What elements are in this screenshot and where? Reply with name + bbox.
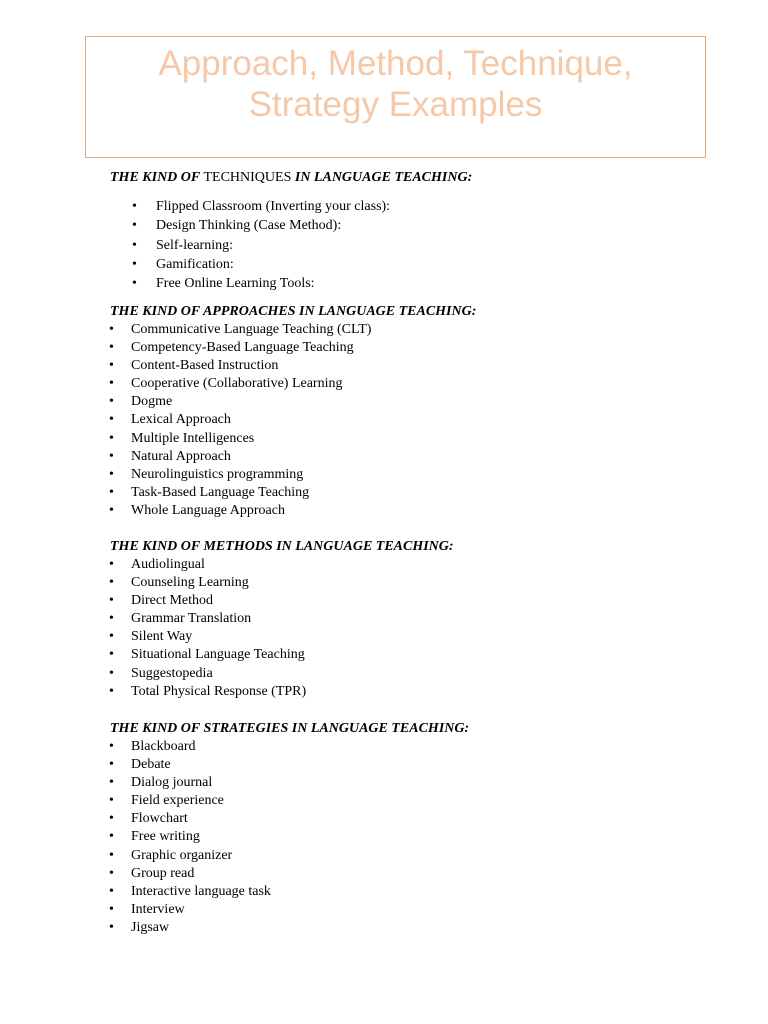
- list-item: [109, 339, 371, 357]
- list-item-text: Free Online Learning Tools:: [156, 276, 315, 292]
- list-item-text: Self-learning:: [156, 237, 233, 253]
- list-item-text: Flowchart: [131, 811, 188, 827]
- list-item-text: Total Physical Response (TPR): [131, 683, 307, 699]
- list-item-text: Cooperative (Collaborative) Learning: [131, 376, 343, 392]
- list-item: [109, 646, 306, 664]
- list-item-text: Lexical Approach: [131, 412, 231, 428]
- list-item: [109, 919, 271, 937]
- list-item: [109, 502, 371, 520]
- list-item: [109, 411, 371, 429]
- bullet-icon: •: [109, 847, 114, 863]
- bullet-icon: •: [109, 376, 114, 392]
- methods-heading: THE KIND OF METHODS IN LANGUAGE TEACHING:: [110, 539, 454, 554]
- bullet-icon: •: [109, 448, 114, 464]
- list-item-text: Audiolingual: [131, 557, 205, 572]
- bullet-icon: •: [109, 430, 114, 446]
- list-item-text: Suggestopedia: [131, 665, 213, 681]
- list-item: [109, 466, 371, 484]
- list-item: [109, 574, 306, 592]
- list-item-text: Direct Method: [131, 593, 214, 609]
- list-item: [109, 628, 306, 646]
- list-item-text: Interview: [131, 901, 185, 917]
- bullet-icon: •: [109, 466, 114, 482]
- list-item: [109, 321, 372, 339]
- bullet-icon: •: [109, 629, 114, 645]
- list-item-text: Free writing: [131, 829, 200, 845]
- list-item: [109, 592, 306, 610]
- list-item: [132, 255, 390, 274]
- list-item: [132, 197, 391, 216]
- bullet-icon: •: [109, 865, 114, 881]
- bullet-icon: •: [109, 919, 114, 935]
- list-item-text: Neurolinguistics programming: [131, 466, 304, 482]
- bullet-icon: •: [109, 647, 114, 663]
- bullet-icon: •: [132, 199, 137, 214]
- list-item: [109, 847, 271, 865]
- list-item: [132, 216, 390, 235]
- list-item-text: Dogme: [131, 394, 173, 410]
- bullet-icon: •: [109, 665, 114, 681]
- list-item-text: Group read: [131, 865, 195, 881]
- bullet-icon: •: [132, 276, 137, 292]
- list-item: [109, 430, 371, 448]
- title-line-1: Approach, Method, Technique,: [158, 44, 633, 83]
- bullet-icon: •: [109, 757, 114, 773]
- bullet-icon: •: [109, 883, 114, 899]
- list-item: [109, 448, 371, 466]
- list-item-text: Blackboard: [131, 739, 196, 754]
- bullet-icon: •: [109, 793, 114, 809]
- list-item: [132, 274, 390, 293]
- bullet-icon: •: [109, 322, 114, 337]
- bullet-icon: •: [109, 557, 114, 572]
- title-box: [85, 36, 706, 158]
- list-item-text: Whole Language Approach: [131, 502, 285, 518]
- bullet-icon: •: [109, 358, 114, 374]
- bullet-icon: •: [109, 394, 114, 410]
- bullet-icon: •: [132, 256, 137, 272]
- list-item-text: Silent Way: [131, 629, 193, 645]
- list-item: [109, 556, 306, 574]
- list-item-text: Task-Based Language Teaching: [131, 484, 310, 500]
- title-line-2: Strategy Examples: [248, 85, 543, 124]
- list-item-text: Field experience: [131, 793, 224, 809]
- techniques-list: [132, 197, 391, 293]
- list-item-text: Competency-Based Language Teaching: [131, 340, 354, 356]
- bullet-icon: •: [109, 484, 114, 500]
- list-item: [109, 393, 371, 411]
- techniques-heading-post: IN LANGUAGE TEACHING:: [291, 170, 473, 185]
- bullet-icon: •: [109, 575, 114, 591]
- list-item: [109, 792, 271, 810]
- bullet-icon: •: [109, 739, 114, 754]
- list-item-text: Interactive language task: [131, 883, 271, 899]
- bullet-icon: •: [109, 775, 114, 791]
- list-item: [109, 484, 371, 502]
- list-item: [109, 828, 271, 846]
- list-item-text: Flipped Classroom (Inverting your class):: [156, 199, 391, 214]
- list-item: [109, 610, 306, 628]
- list-item-text: Design Thinking (Case Method):: [156, 218, 342, 234]
- list-item: [109, 865, 271, 883]
- list-item: [109, 357, 371, 375]
- list-item-text: Communicative Language Teaching (CLT): [131, 322, 372, 337]
- list-item-text: Graphic organizer: [131, 847, 233, 863]
- list-item: [109, 738, 271, 756]
- techniques-heading-pre: THE KIND OF: [110, 170, 204, 185]
- list-item-text: Counseling Learning: [131, 575, 249, 591]
- list-item: [109, 810, 271, 828]
- bullet-icon: •: [109, 811, 114, 827]
- list-item-text: Content-Based Instruction: [131, 358, 279, 374]
- bullet-icon: •: [109, 901, 114, 917]
- list-item: [109, 375, 371, 393]
- bullet-icon: •: [109, 340, 114, 356]
- bullet-icon: •: [132, 237, 137, 253]
- list-item-text: Natural Approach: [131, 448, 231, 464]
- bullet-icon: •: [132, 218, 137, 234]
- list-item-text: Jigsaw: [131, 919, 170, 935]
- list-item-text: Situational Language Teaching: [131, 647, 305, 663]
- list-item-text: Grammar Translation: [131, 611, 252, 627]
- list-item: [109, 665, 306, 683]
- techniques-heading: [110, 169, 472, 187]
- bullet-icon: •: [109, 829, 114, 845]
- list-item: [109, 774, 271, 792]
- list-item-text: Dialog journal: [131, 775, 213, 791]
- bullet-icon: •: [109, 683, 114, 699]
- list-item: [132, 236, 390, 255]
- bullet-icon: •: [109, 611, 114, 627]
- list-item-text: Multiple Intelligences: [131, 430, 255, 446]
- list-item: [109, 756, 271, 774]
- list-item-text: Gamification:: [156, 256, 234, 272]
- list-item: [109, 683, 307, 701]
- bullet-icon: •: [109, 593, 114, 609]
- strategies-heading: THE KIND OF STRATEGIES IN LANGUAGE TEACHING:: [110, 721, 470, 736]
- list-item: [109, 901, 271, 919]
- approaches-heading: THE KIND OF APPROACHES IN LANGUAGE TEACHING:: [110, 304, 477, 319]
- approaches-list: [109, 321, 372, 520]
- bullet-icon: •: [109, 412, 114, 428]
- techniques-heading-mid: TECHNIQUES: [203, 170, 292, 185]
- bullet-icon: •: [109, 502, 114, 518]
- methods-list: [109, 556, 307, 701]
- list-item: [109, 883, 271, 901]
- strategies-list: [109, 738, 271, 937]
- list-item-text: Debate: [131, 757, 171, 773]
